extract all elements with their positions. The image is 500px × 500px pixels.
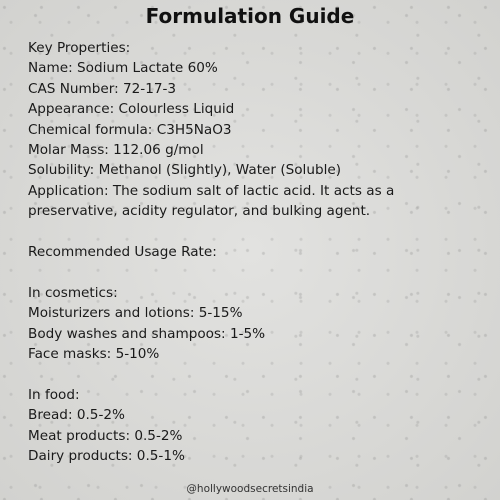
cosmetics-item-face-masks: Face masks: 5-10% (28, 346, 160, 363)
property-chemical-formula: Chemical formula: C3H5NaO3 (28, 121, 232, 138)
property-appearance: Appearance: Colourless Liquid (28, 101, 235, 118)
food-item-meat: Meat products: 0.5-2% (28, 427, 183, 444)
property-application: Application: The sodium salt of lactic acid. It acts as a preservative, acidity regulator, and bulking agent. (28, 182, 399, 220)
property-cas-number: CAS Number: 72-17-3 (28, 80, 177, 97)
page-title: Formulation Guide (145, 4, 355, 28)
cosmetics-heading: In cosmetics: (28, 284, 118, 301)
spacer (28, 222, 483, 242)
food-item-bread: Bread: 0.5-2% (28, 407, 125, 424)
property-name: Name: Sodium Lactate 60% (28, 60, 218, 77)
spacer (28, 364, 483, 384)
property-solubility: Solubility: Methanol (Slightly), Water (Soluble) (28, 162, 342, 179)
food-heading: In food: (28, 386, 80, 403)
usage-heading: Recommended Usage Rate: (28, 244, 217, 261)
cosmetics-item-body-washes: Body washes and shampoos: 1-5% (28, 325, 266, 342)
key-properties-heading: Key Properties: (28, 40, 131, 56)
food-item-dairy: Dairy products: 0.5-1% (28, 448, 185, 465)
formulation-content (28, 38, 483, 466)
property-molar-mass: Molar Mass: 112.06 g/mol (28, 142, 204, 159)
spacer (28, 262, 483, 282)
cosmetics-item-moisturizers: Moisturizers and lotions: 5-15% (28, 305, 243, 322)
watermark-handle: @hollywoodsecretsindia (186, 483, 314, 495)
